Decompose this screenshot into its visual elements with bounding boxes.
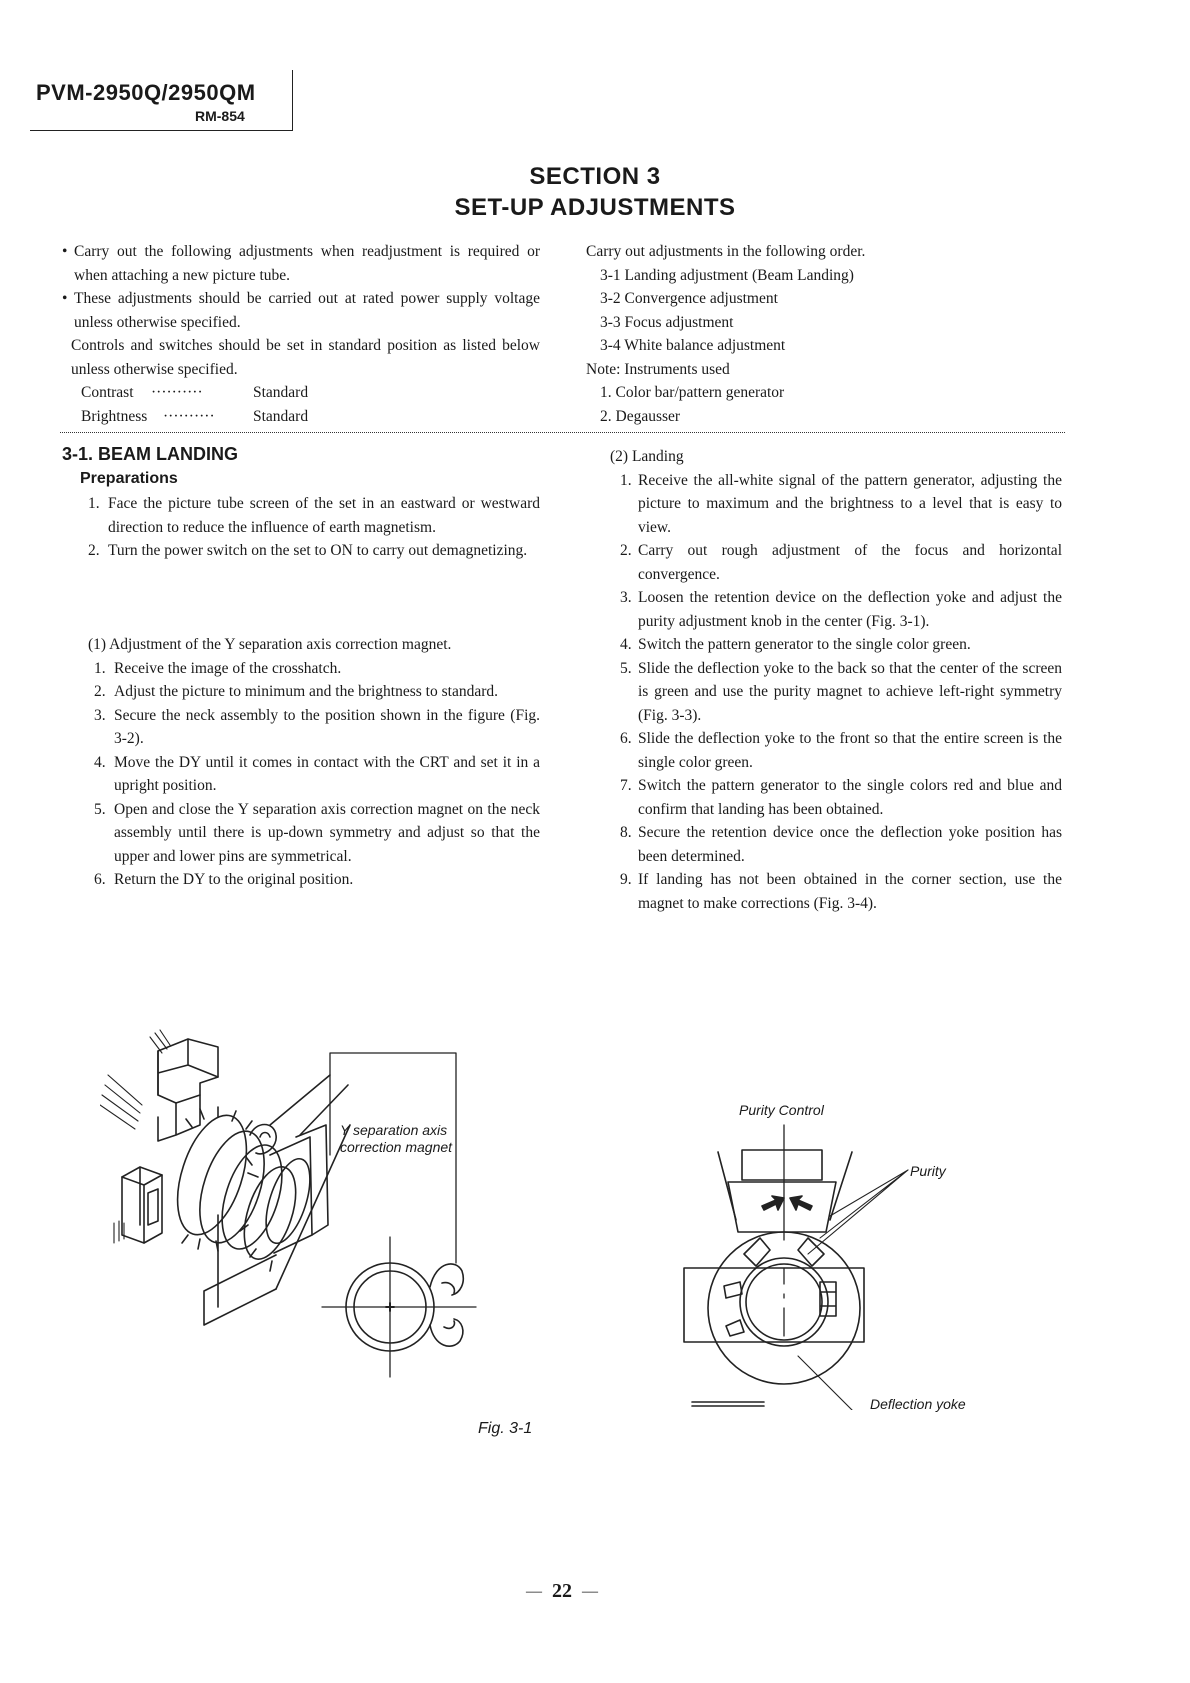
list-item: 6. Slide the deflection yoke to the front so that the entire screen is the single color green. [620,730,1062,771]
purity-control-drawing [680,1120,940,1410]
list-item: 9. If landing has not been obtained in the corner section, use the magnet to make corrections (Fig. 3-4). [620,871,1062,912]
list-item: 1. Receive the all-white signal of the pattern generator, adjusting the picture to maximum and the brightness to a level that is easy to view. [620,471,1062,536]
figure-caption: Fig. 3-1 [478,1420,533,1437]
intro-bullet-2: • These adjustments should be carried out at rated power supply voltage unless otherwise specified. [62,287,540,334]
hatch-lines [100,1030,170,1243]
adjustment-order-block [586,240,1066,428]
order-item: 3-2 Convergence adjustment [600,290,778,307]
page-number-block [526,1580,598,1603]
order-heading: Carry out adjustments in the following order. [586,243,866,260]
note-heading: Note: Instruments used [586,360,730,378]
purity-control-box [742,1150,822,1180]
order-item: 3-4 White balance adjustment [600,337,786,354]
intro-block [62,240,540,428]
list-item: 1. Receive the image of the crosshatch. [94,659,342,677]
list-item: 7. Switch the pattern generator to the single colors red and blue and confirm that landing has been obtained. [620,777,1062,818]
list-item: 5. Slide the deflection yoke to the back so that the center of the screen is green and use the purity magnet to achieve left-right symmetry (Fig. 3-3). [620,659,1062,724]
list-item: 4. Switch the pattern generator to the single color green. [620,636,971,653]
right-arrow-icon [762,1196,784,1210]
order-item: 3-1 Landing adjustment (Beam Landing) [600,266,854,284]
list-item: 6. Return the DY to the original position. [94,871,354,888]
purity-label: Purity [910,1163,946,1179]
list-item: 3. Secure the neck assembly to the position shown in the figure (Fig. 3-2). [94,706,540,747]
sub-model-number: RM-854 [195,108,245,124]
y-separation-block [88,633,540,892]
controls-note: Controls and switches should be set in standard position as listed below unless otherwise specified. [71,337,540,378]
dotted-divider [60,432,1065,433]
base-plate [692,1402,764,1406]
list-item: 8. Secure the retention device once the deflection yoke position has been determined. [620,824,1062,865]
landing-block [610,445,1062,915]
setting-brightness: Brightness ·········· Standard [81,407,309,425]
list-item: 4. Move the DY until it comes in contact with the CRT and set it in a upright position. [94,753,540,794]
model-number: PVM-2950Q/2950QM [36,80,256,105]
header-rule-vertical [292,70,293,131]
section-number: SECTION 3 [529,163,661,190]
intro-bullet-1: • Carry out the following adjustments when readjustment is required or when attaching a new picture tube. [62,240,540,287]
neck-cylinder [270,1137,312,1253]
instrument-item: 1. Color bar/pattern generator [600,384,785,401]
page-number: 22 [552,1580,572,1602]
instrument-item: 2. Degausser [600,407,681,425]
preparations-heading: Preparations [80,470,178,487]
list-item: 2. Adjust the picture to minimum and the brightness to standard. [94,683,498,700]
list-item: 5. Open and close the Y separation axis correction magnet on the neck assembly until there is up-down symmetry and adjust so that the upper and lower pins are symmetrical. [94,800,540,865]
landing-heading: (2) Landing [610,448,684,465]
neck-assembly-drawing [100,1025,520,1385]
order-item: 3-3 Focus adjustment [600,313,734,331]
beam-landing-heading: 3-1. BEAM LANDING [62,444,239,464]
y-separation-heading: (1) Adjustment of the Y separation axis correction magnet. [88,636,452,653]
preparations-list [88,492,540,563]
leader-line [330,1053,456,1263]
crosshair-inset [322,1237,476,1377]
section-title: SET-UP ADJUSTMENTS [454,194,736,221]
purity-panel [728,1182,836,1232]
list-item: 1. Face the picture tube screen of the set in an eastward or westward direction to reduce the influence of earth magnetism. [88,495,540,536]
bullet-icon: • [62,243,68,260]
list-item: 2. Turn the power switch on the set to ON to carry out demagnetizing. [88,542,528,559]
page-dash-left: — [526,1582,542,1600]
list-item: 2. Carry out rough adjustment of the focus and horizontal convergence. [620,542,1062,583]
purity-control-label: Purity Control [739,1102,824,1118]
deflection-yoke-label: Deflection yoke [870,1396,966,1412]
page-dash-right: — [582,1582,598,1600]
y-separation-label: Y separation axis correction magnet [340,1122,453,1155]
header-rule-horizontal [30,130,292,131]
bullet-icon: • [62,290,68,307]
left-arrow-icon [790,1196,812,1210]
list-item: 3. Loosen the retention device on the deflection yoke and adjust the purity adjustment knob in the center (Fig. 3-1). [620,589,1062,630]
yoke-leader-line [798,1356,862,1410]
setting-contrast: Contrast ·········· Standard [81,384,309,401]
